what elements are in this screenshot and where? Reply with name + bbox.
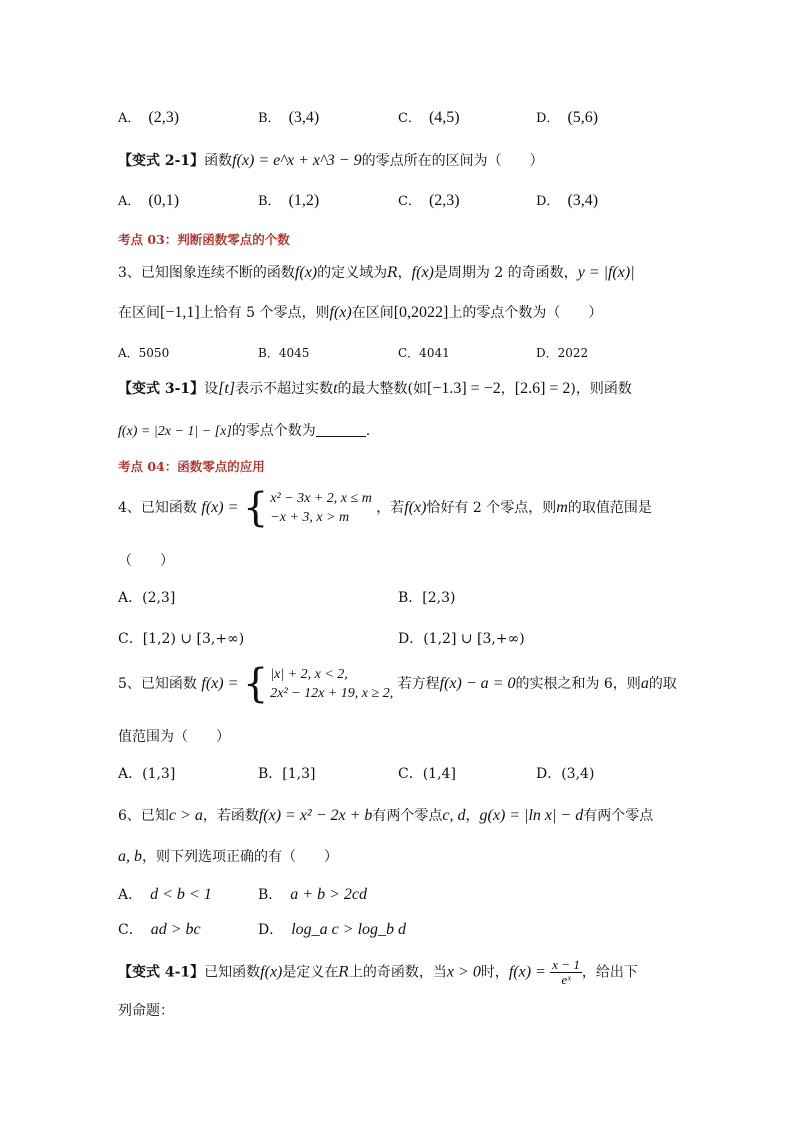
option-c [398,190,460,210]
formula: f(x) = [201,675,239,692]
formula: R [387,265,398,281]
variant-4-1-line-1 [118,958,638,987]
question-5-line-1 [118,661,677,707]
text: 有两个零点 [583,808,654,824]
option-d: D．(1,2] ∪ [3,+∞) [398,631,525,647]
option-a [118,884,212,904]
formula: [2.6] = 2 [514,380,571,397]
question-3-line-1 [118,262,635,282]
text: 的零点个数为 [231,423,316,439]
text: 的取值范围是 [567,500,652,516]
cases [270,665,393,703]
formula: f(x) [411,264,434,281]
formula: f(x) − a = 0 [439,675,516,692]
option-label: D． [536,111,560,126]
option-value: log_a c > log_b d [291,921,407,938]
formula: R [338,964,349,981]
text: ，则下列选项正确的有（ ） [142,849,338,865]
fraction [550,958,582,987]
text: 4、已知函数 [118,500,197,516]
formula: g(x) = |ln x| − d [479,807,584,824]
case: −x + 3, x > m [270,510,350,525]
formula: f(x) [404,499,427,516]
option-value: (3,4) [567,192,599,209]
option-value: d < b < 1 [150,886,212,903]
option-value: a + b > 2cd [290,886,367,903]
option-b: B．[2,3) [398,590,456,606]
option-label: C． [398,111,421,126]
question-4-paren: （ ） [118,553,174,569]
text: 的零点所在的区间为（ ） [361,153,544,169]
text: 函数 [204,153,233,169]
variant-4-1-line-2: 列命题： [118,1003,174,1019]
option-a: A．(2,3] [118,590,176,606]
case: 2x² − 12x + 19, x ≥ 2, [270,686,394,701]
option-c: C．4041 [398,346,450,360]
section-heading-03: 考点 03：判断函数零点的个数 [118,232,290,247]
text: 上恰有 5 个零点，则 [199,305,330,321]
option-label: B． [258,887,283,903]
variant-3-1-line-2 [118,420,370,440]
formula: f(x) = [508,963,546,981]
option-label: A． [118,887,143,903]
option-d: D．(3,4) [536,766,595,782]
formula: [t] [218,380,236,397]
formula: a [640,675,649,692]
formula: f(x) = [201,499,239,516]
numerator: x − 1 [552,957,580,972]
option-d [536,190,598,210]
text: 表示不超过实数 [235,381,334,397]
piecewise [242,661,394,707]
denominator: eˣ [561,972,571,987]
formula: m [556,499,568,516]
question-5-line-2: 值范围为（ ） [118,729,230,745]
brace-icon: { [242,661,269,707]
option-d [258,919,406,939]
variant-tag: 【变式 3-1】 [118,381,205,397]
option-value: (2,3) [148,109,180,126]
answer-blank [316,424,366,437]
option-b [258,107,319,127]
text: )，则函数 [570,381,632,397]
option-label: A． [118,194,141,209]
question-4-line-1 [118,485,652,531]
text: ，若 [376,500,405,516]
text: 设 [204,381,219,397]
formula: c, d [442,807,466,824]
text: ， [465,808,480,824]
question-3-line-2 [118,302,602,322]
variant-tag: 【变式 4-1】 [118,964,205,981]
option-value: (3,4) [288,109,320,126]
text: 在区间 [351,305,394,321]
option-label: C． [398,194,421,209]
text: 6、已知 [118,808,169,824]
cases [270,489,372,527]
option-a [118,190,179,210]
option-c: C．(1,4] [398,766,456,782]
option-b: B．[1,3] [258,766,316,782]
formula: c > a [168,807,203,824]
text: 时， [480,964,509,981]
option-a: A．(1,3] [118,766,176,782]
section-heading-04: 考点 04：函数零点的应用 [118,459,265,474]
option-value: (4,5) [428,109,460,126]
formula: [0,2022] [393,304,449,321]
option-value: (5,6) [567,109,599,126]
formula: f(x) = x² − 2x + b [258,807,373,824]
formula: f(x) = e^x + x^3 − 9 [232,152,362,169]
option-value: ad > bc [150,921,201,938]
formula: a, b [118,848,142,865]
text: ， [500,381,515,397]
option-value: (0,1) [148,192,180,209]
formula: f(x) [294,264,318,281]
option-a [118,107,179,127]
text: 5、已知函数 [118,676,197,692]
question-6-line-1 [118,805,653,825]
option-a: A．5050 [118,346,170,360]
option-c: C．[1,2) ∪ [3,+∞) [118,631,245,647]
text: 若方程 [397,676,440,692]
option-label: D． [258,922,284,938]
text: 的最大整数(如 [337,381,427,397]
text: 3、已知图象连续不断的函数 [118,265,295,281]
variant-3-1-line-1 [118,378,632,398]
text: ， [397,265,412,281]
formula: t [333,380,338,397]
option-c [118,919,201,939]
text: 恰好有 2 个零点，则 [426,500,557,516]
formula: f(x) [260,963,283,981]
text: 上的奇函数，当 [348,964,447,981]
text: 是定义在 [282,964,339,981]
formula: [−1.3] = −2 [427,380,501,397]
text: 是周期为 2 的奇函数， [433,265,578,281]
variant-2-1 [118,150,544,170]
case: x² − 3x + 2, x ≤ m [270,491,372,506]
option-label: C． [118,922,143,938]
text: 有两个零点 [372,808,443,824]
text: ，给出下 [581,964,638,981]
option-value: (1,2) [288,192,320,209]
option-label: B． [258,194,281,209]
case: |x| + 2, x < 2, [270,667,348,682]
text: ，若函数 [202,808,259,824]
option-value: (2,3) [428,192,460,209]
formula: f(x) = |2x − 1| − [x] [118,424,232,439]
formula: y = |f(x)| [577,264,635,281]
text: 在区间 [118,305,160,321]
piecewise [242,485,372,531]
formula: x > 0 [446,963,481,981]
option-c [398,107,460,127]
question-6-line-2 [118,846,338,866]
text: 的实根之和为 6，则 [515,676,641,692]
option-label: B． [258,111,281,126]
option-b [258,884,367,904]
option-d [536,107,598,127]
text: 的取 [648,676,677,692]
text: . [365,423,371,439]
text: 上的零点个数为（ ） [448,305,603,321]
option-b: B．4045 [258,346,310,360]
formula: f(x) [329,304,352,321]
option-label: D． [536,194,560,209]
option-label: A． [118,111,141,126]
option-b [258,190,319,210]
brace-icon: { [242,485,269,531]
formula: [−1,1] [160,304,200,321]
text: 的定义域为 [317,265,388,281]
text: 已知函数 [204,964,261,981]
variant-tag: 【变式 2-1】 [118,153,205,169]
option-d: D．2022 [536,346,589,360]
